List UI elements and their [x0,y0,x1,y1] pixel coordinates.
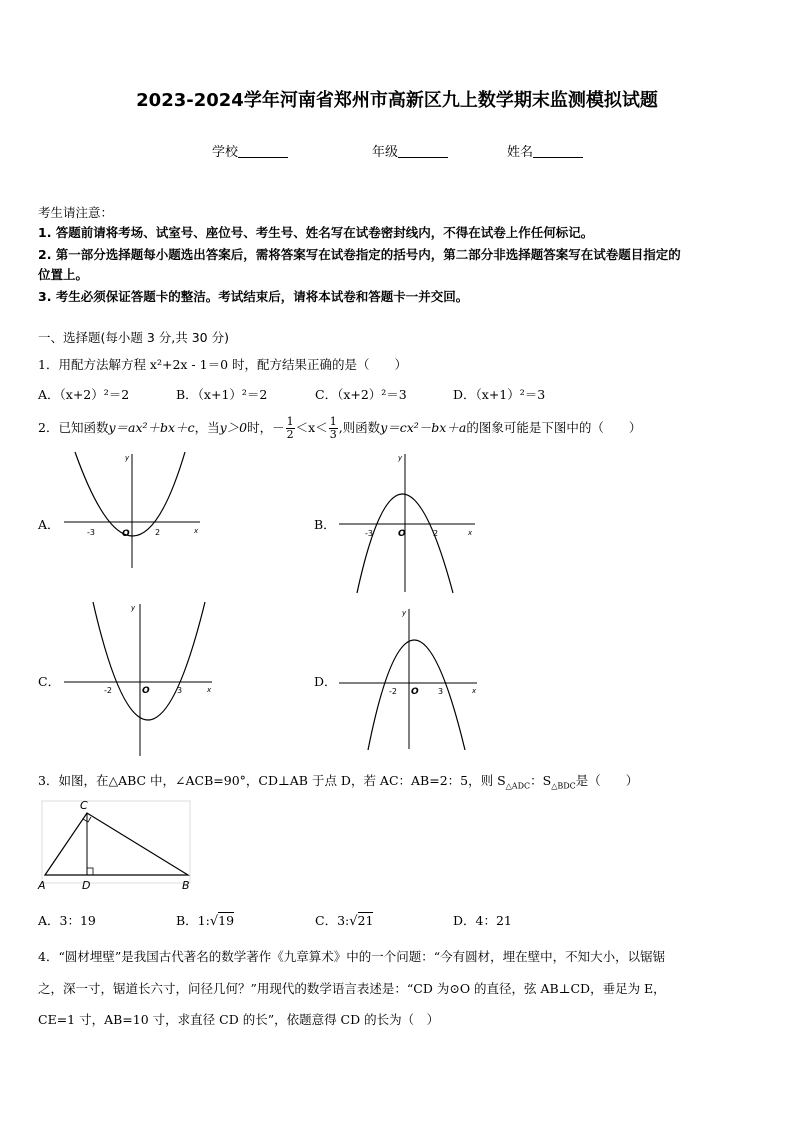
y-axis-label: y [398,454,403,462]
graph-a [60,450,210,570]
sqrt-symbol: √ [209,914,219,929]
q2-text-6: 的图象可能是下图中的（ ） [466,420,642,435]
grade-label: 年级 [372,145,399,160]
q3-text-mid: ：S [530,773,552,788]
vertex-label-d: D [82,879,91,892]
q2-option-c-label: C． [38,674,61,689]
fraction-numerator: 1 [286,415,294,428]
grade-blank [398,145,448,158]
q1-option-c: C．（x+2）²＝3 [315,387,407,402]
name-label: 姓名 [507,145,534,160]
parabola-curve [93,602,205,720]
graph-d [335,605,485,750]
root-label-left: -3 [87,528,95,537]
root-label-right: 2 [155,528,161,537]
q3-text: 3．如图，在△ABC 中，∠ACB=90°，CD⊥AB 于点 D，若 AC：AB=2：5，则 S [38,773,506,788]
q1-stem: 1．用配方法解方程 x²+2x - 1＝0 时，配方结果正确的是（ ） [38,357,408,372]
q2-text-2: ，当 [194,420,220,435]
q2-formula-1: y＝ax²＋bx＋c [108,420,195,435]
y-axis-label: y [131,604,136,612]
q2-formula-2: y＞0 [219,420,248,435]
fraction-denominator: 3 [329,428,337,441]
root-label-left: -2 [104,686,112,695]
q1-option-b: B．（x+1）²＝2 [176,387,268,402]
q2-option-d-label: D． [314,674,337,689]
y-axis-label: y [402,609,407,617]
notice-item-3: 3. 考生必须保证答题卡的整洁。考试结束后，请将本试卷和答题卡一并交回。 [38,289,469,304]
school-label: 学校 [212,145,239,160]
root-label-left: -3 [365,529,373,538]
triangle-figure [36,795,196,895]
fraction-denominator: 2 [286,428,294,441]
q3-subscript-adc: △ADC [505,781,531,791]
q2-option-b-label: B． [314,517,336,532]
triangle-abc [45,813,188,875]
notice-item-2: 2. 第一部分选择题每小题选出答案后，需将答案写在试卷指定的括号内，第二部分非选择题答案写在试卷题目指定的 [38,247,681,262]
q3-text-end: 是（ ） [575,773,639,788]
notice-heading: 考生请注意： [38,205,114,220]
q1-option-d: D．（x+1）²＝3 [453,387,546,402]
origin-label: O [411,687,419,697]
grade-field [372,141,448,160]
q3-option-b-radicand: 19 [218,913,235,928]
q4-line-2: 之，深一寸，锯道长六寸，问径几何？”用现代的数学语言表述是：“CD 为⊙O 的直径，弦 AB⊥CD，垂足为 E， [38,981,666,996]
q2-formula-3: y＝cx²－bx＋a [380,420,467,435]
q3-option-b [176,911,234,929]
parabola-curve [75,452,185,536]
graph-b [335,450,485,595]
section-heading: 一、选择题(每小题 3 分,共 30 分) [38,330,229,345]
root-label-right: 3 [177,686,183,695]
name-field [507,141,583,160]
fraction-half [286,416,295,441]
q3-option-d: D．4：21 [453,913,512,928]
q2-text-1: 2．已知函数 [38,420,109,435]
q2-text-3: 时，－ [247,420,285,435]
q3-stem [38,771,638,791]
q4-line-1: 4．“圆材埋壁”是我国古代著名的数学著作《九章算术》中的一个问题：“今有圆材，埋在壁中，不知大小，以锯锯 [38,949,666,964]
root-label-right: 2 [433,529,439,538]
right-angle-mark-d [87,868,93,875]
vertex-label-a: A [38,879,46,892]
x-axis-label: x [194,527,199,535]
fraction-third [329,416,338,441]
q2-option-a-label: A． [38,517,60,532]
q3-option-c-radicand: 21 [357,913,374,928]
root-label-right: 3 [438,687,444,696]
x-axis-label: x [207,686,212,694]
school-blank [238,145,288,158]
notice-item-1: 1. 答题前请将考场、试室号、座位号、考生号、姓名写在试卷密封线内，不得在试卷上作任何标记。 [38,225,594,240]
graph-c [60,600,220,758]
q2-stem [38,416,641,441]
sqrt-symbol: √ [349,914,358,929]
figure-frame [42,801,190,883]
x-axis-label: x [468,529,473,537]
q3-option-b-text: B．1: [176,913,210,928]
root-label-left: -2 [389,687,397,696]
q3-option-a: A．3：19 [38,913,96,928]
q3-option-c [315,911,373,929]
q2-text-4: ＜x＜ [295,420,328,435]
origin-label: O [122,529,130,539]
page-title: 2023-2024学年河南省郑州市高新区九上数学期末监测模拟试题 [136,90,658,111]
y-axis-label: y [125,454,130,462]
origin-label: O [398,529,406,539]
school-field [212,141,288,160]
q2-text-5: ,则函数 [338,420,381,435]
q3-option-c-text: C．3: [315,913,350,928]
name-blank [533,145,583,158]
x-axis-label: x [472,687,477,695]
fraction-numerator: 1 [329,415,337,428]
q1-option-a: A．（x+2）²＝2 [38,387,130,402]
q3-subscript-bdc: △BDC [551,781,576,791]
vertex-label-b: B [182,879,190,892]
origin-label: O [142,686,150,696]
notice-item-2-cont: 位置上。 [38,267,89,282]
vertex-label-c: C [80,799,88,812]
q4-line-3: CE=1 寸，AB=10 寸，求直径 CD 的长”，依题意得 CD 的长为（ ） [38,1012,440,1027]
